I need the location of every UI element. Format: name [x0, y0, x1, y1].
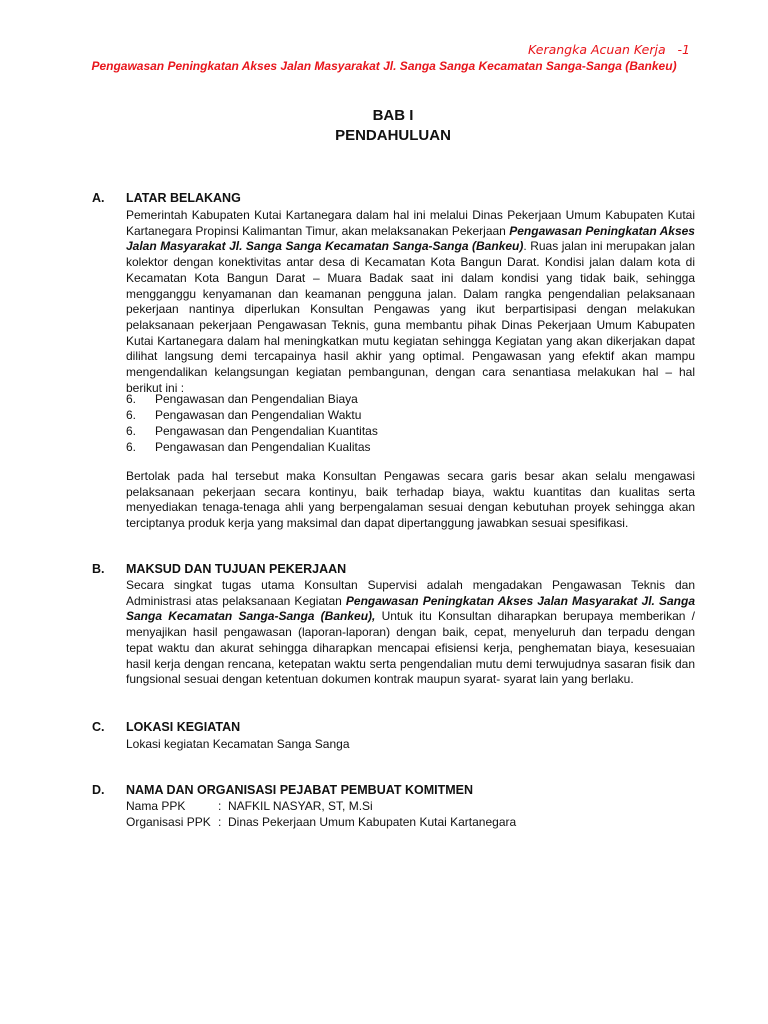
list-number: 6.: [126, 408, 137, 422]
list-item: [126, 407, 378, 423]
section-a-heading: [92, 191, 241, 205]
project-name-emphasis: Pengawasan Peningkatan Akses Jalan Masyarakat Jl. Sanga Sanga Kecamatan Sanga-Sanga (Bankeu),: [126, 593, 695, 624]
field-label: Organisasi PPK: [126, 814, 211, 829]
location-text: Lokasi kegiatan Kecamatan Sanga Sanga: [126, 737, 350, 751]
list-number: 6.: [126, 392, 137, 406]
list-number: 6.: [126, 424, 137, 438]
section-title: MAKSUD DAN TUJUAN PEKERJAAN: [126, 562, 347, 576]
text-run: Secara singkat tugas utama Konsultan Supervisi adalah mengadakan Pengawasan Teknis dan Administrasi atas pelaksanaan Kegiatan: [126, 578, 695, 608]
section-letter: D.: [92, 783, 105, 797]
ppk-organization-row: [126, 815, 516, 831]
project-title-header: Pengawasan Peningkatan Akses Jalan Masyarakat Jl. Sanga Sanga Kecamatan Sanga-Sanga (Bankeu): [91, 59, 677, 73]
control-list: [126, 391, 378, 455]
page-number: -1: [677, 42, 690, 57]
section-title: LATAR BELAKANG: [126, 191, 241, 205]
chapter-heading: [0, 106, 768, 146]
field-value: NAFKIL NASYAR, ST, M.Si: [228, 799, 373, 813]
chapter-title: PENDAHULUAN: [335, 127, 451, 144]
ppk-name-row: [126, 799, 516, 815]
text-run: Untuk itu Konsultan diharapkan berupaya memberikan / menyajikan hasil pengawasan (laporan-laporan) dengan baik, cepat, menyeluruh dan terpadu dengan tepat waktu dan akurat sehingga diharapkan mencapai efisiensi kerja, penghematan biaya, kesesuaian hasil kerja dengan rencana, ketepatan waktu serta pengendalian mutu demi terwujudnya sasaran fisik dan fungsional sesuai dengan ketentuan dokumen kontrak maupun syarat- syarat lain yang berlaku.: [126, 609, 695, 687]
list-number: 6.: [126, 440, 137, 454]
field-separator: :: [218, 799, 222, 813]
list-text: Pengawasan dan Pengendalian Waktu: [155, 408, 362, 422]
field-separator: :: [218, 814, 222, 829]
list-item: [126, 391, 378, 407]
field-value: Dinas Pekerjaan Umum Kabupaten Kutai Kartanegara: [228, 814, 517, 829]
text-run: . Ruas jalan ini merupakan jalan kolektor dengan konektivitas antar desa di Kecamatan Kota Bangun Darat. Kondisi jalan dalam kota di Kecamatan Kota Bangun Darat – Muara Badak saat ini dalam kondisi yang tidak baik, sehingga mengganggu kenyamanan dan keamanan pengguna jalan. Dalam rangka pengendalian pelaksanaan pekerjaan nantinya diperlukan Konsultan Pengawas yang ikut berpartisipasi dengan melakukan pelaksanaan pekerjaan Pengawasan Teknis, guna membantu pihak Dinas Pekerjaan Umum Kabupaten Kutai Kartanegara dalam hal meningkatkan mutu kegiatan sehingga Kegiatan yang akan dikerjakan dapat dilihat langsung demi tercapainya hasil akhir yang optimal. Pengawasan yang efektif akan mampu mengendalikan kelangsungan kegiatan pembangunan, dengan cara senantiasa melakukan hal – hal berikut ini :: [126, 239, 695, 395]
list-text: Pengawasan dan Pengendalian Biaya: [155, 392, 358, 406]
field-label: Nama PPK: [126, 799, 186, 813]
ppk-details: [126, 799, 516, 830]
section-b-paragraph: [126, 578, 695, 688]
list-item: [126, 423, 378, 439]
section-title: LOKASI KEGIATAN: [126, 720, 241, 734]
section-letter: A.: [92, 191, 105, 205]
document-label: [0, 42, 690, 57]
section-letter: C.: [92, 720, 105, 734]
section-a-paragraph-2: Bertolak pada hal tersebut maka Konsultan Pengawas secara garis besar akan selalu mengawasi pelaksanaan pekerjaan secara kontinyu, baik terhadap biaya, waktu kuantitas dan kualitas serta menyediakan tenaga-tenaga ahli yang berpengalaman sesuai dengan kebutuhan proyek sehingga akan terciptanya produk kerja yang maksimal dan dapat dipertanggung jawabkan sesuai spesifikasi.: [126, 469, 695, 531]
list-item: [126, 439, 378, 455]
section-letter: B.: [92, 562, 105, 576]
section-d-heading: [92, 783, 473, 797]
section-title: NAMA DAN ORGANISASI PEJABAT PEMBUAT KOMITMEN: [126, 783, 473, 797]
list-text: Pengawasan dan Pengendalian Kuantitas: [155, 424, 378, 438]
project-name-emphasis: Pengawasan Peningkatan Akses Jalan Masyarakat Jl. Sanga Sanga Kecamatan Sanga-Sanga (Bankeu): [126, 223, 695, 254]
section-b-heading: [92, 562, 346, 576]
chapter-number: BAB I: [372, 107, 414, 124]
list-text: Pengawasan dan Pengendalian Kualitas: [155, 440, 371, 454]
section-a-paragraph-1: [126, 208, 695, 396]
text-run: Pemerintah Kabupaten Kutai Kartanegara dalam hal ini melalui Dinas Pekerjaan Umum Kabupaten Kutai Kartanegara Propinsi Kalimantan Timur, akan melaksanakan Pekerjaan: [126, 208, 695, 238]
section-c-heading: [92, 720, 240, 734]
document-type: Kerangka Acuan Kerja: [528, 42, 666, 57]
